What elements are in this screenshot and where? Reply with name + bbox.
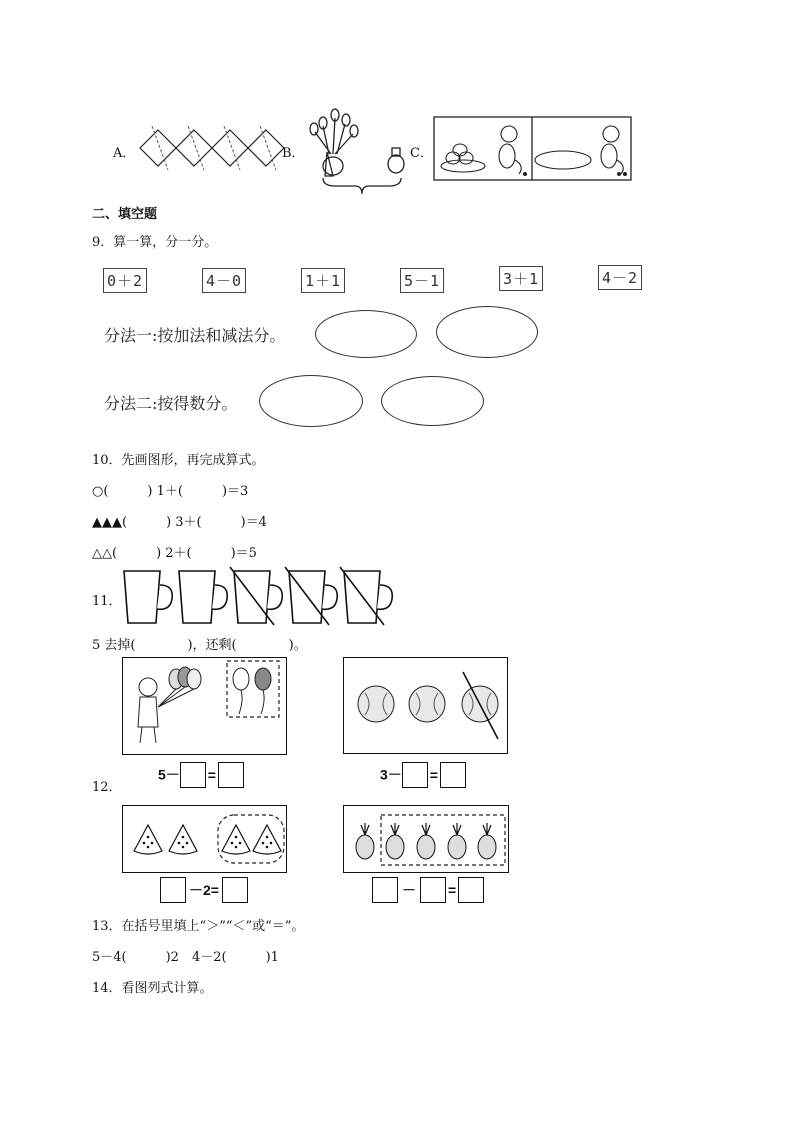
baseballs-illustration	[343, 657, 508, 755]
question-11-answer: 5 去掉( )，还剩( )。	[92, 638, 307, 653]
answer-box[interactable]	[160, 877, 186, 903]
answer-ellipse[interactable]	[315, 310, 417, 358]
method-two-label: 分法二:按得数分。	[104, 394, 238, 413]
diamond-shape	[176, 130, 212, 166]
option-a-label: A．	[113, 146, 136, 161]
watermelon-slice-icon	[134, 825, 162, 854]
answer-box[interactable]	[218, 762, 244, 788]
expression-card: 0＋2	[103, 268, 147, 293]
answer-box[interactable]	[420, 877, 446, 903]
pineapple-icon	[386, 835, 404, 859]
balloon-icon	[233, 668, 249, 690]
crossed-cup-icon	[340, 567, 392, 625]
pineapple-icon	[417, 835, 435, 859]
answer-box[interactable]	[222, 877, 248, 903]
equation-pineapples: － =	[372, 877, 484, 903]
pineapple-icon	[448, 835, 466, 859]
monkey-icon	[501, 126, 517, 142]
cup-icon	[179, 571, 227, 623]
balloon-icon	[255, 668, 271, 690]
expression-card: 1＋1	[301, 268, 345, 293]
expression-card: 5－1	[400, 268, 444, 293]
option-c-monkeys	[433, 116, 633, 182]
diamond-shape	[248, 130, 284, 166]
question-13-title: 13．在括号里填上“＞”“＜”或“＝”。	[92, 919, 305, 934]
question-9-title: 9．算一算，分一分。	[92, 235, 218, 250]
watermelon-slice-icon	[222, 825, 250, 854]
empty-plate-icon	[535, 151, 591, 169]
equation-watermelons: －2=	[160, 877, 248, 903]
crossed-cup-icon	[230, 567, 282, 625]
cups-illustration	[120, 567, 395, 627]
baseball-icon	[409, 686, 445, 722]
watermelon-slice-icon	[169, 825, 197, 854]
answer-box[interactable]	[372, 877, 398, 903]
brace-icon	[323, 178, 401, 194]
answer-ellipse[interactable]	[436, 306, 538, 358]
watermelons-illustration	[122, 805, 287, 873]
balloon-icon	[187, 669, 201, 689]
equation-row: ○( ) 1＋( )＝3	[92, 484, 249, 499]
crossed-cup-icon	[285, 567, 337, 625]
answer-ellipse[interactable]	[259, 375, 363, 427]
answer-box[interactable]	[180, 762, 206, 788]
empty-vase-icon	[388, 155, 404, 173]
cup-icon	[124, 571, 172, 623]
comparison-row: 5－4( )2 4－2( )1	[92, 950, 279, 965]
answer-ellipse[interactable]	[381, 376, 484, 426]
equation-balloons: 5－ =	[158, 762, 244, 788]
question-12-number: 12．	[92, 780, 122, 795]
question-11-number: 11．	[92, 594, 122, 609]
baseball-icon	[358, 686, 394, 722]
pineapple-icon	[356, 835, 374, 859]
question-10-title: 10．先画图形，再完成算式。	[92, 453, 265, 468]
option-b-label: B．	[282, 146, 305, 161]
diamond-shape	[140, 130, 176, 166]
monkey-icon	[603, 126, 619, 142]
pineapples-illustration	[343, 805, 509, 873]
method-one-label: 分法一:按加法和减法分。	[104, 326, 286, 345]
answer-box[interactable]	[440, 762, 466, 788]
equation-baseballs: 3－ =	[380, 762, 466, 788]
option-b-vases-flowers	[305, 106, 415, 201]
section-title: 二、填空题	[92, 207, 158, 222]
equation-row: △△( ) 2＋( )＝5	[92, 546, 257, 561]
equation-row: ▲▲▲( ) 3＋( )＝4	[92, 515, 267, 530]
diamond-shape	[212, 130, 248, 166]
dashed-circle-group	[227, 661, 279, 717]
option-c-label: C．	[410, 146, 433, 161]
expression-card: 3＋1	[499, 266, 543, 291]
expression-card: 4－2	[598, 265, 642, 290]
option-a-diamonds	[136, 126, 286, 172]
balloons-illustration	[122, 657, 287, 755]
boy-icon	[139, 678, 157, 696]
question-14-title: 14．看图列式计算。	[92, 981, 213, 996]
expression-card: 4－0	[202, 268, 246, 293]
pineapple-icon	[478, 835, 496, 859]
watermelon-slice-icon	[253, 825, 281, 854]
answer-box[interactable]	[458, 877, 484, 903]
answer-box[interactable]	[402, 762, 428, 788]
